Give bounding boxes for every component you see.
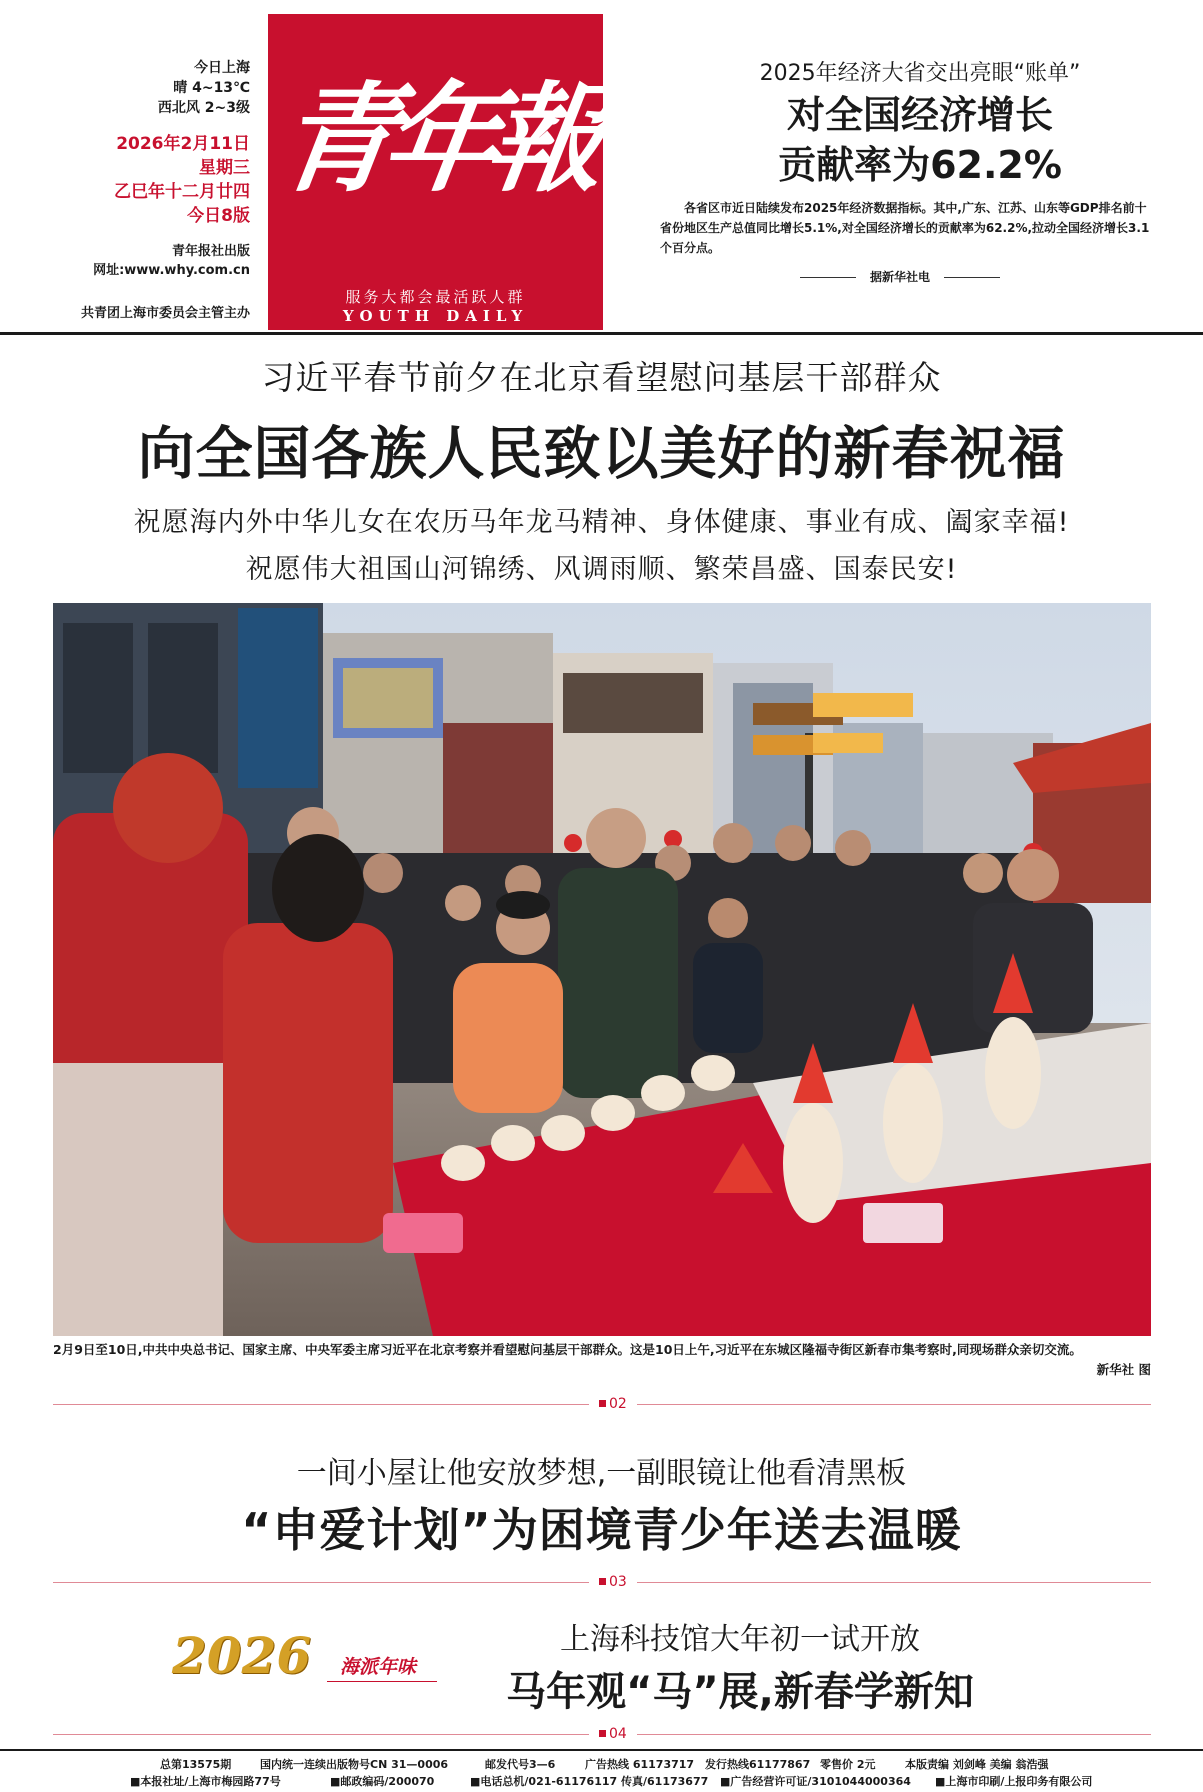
footer-postal-code: 邮发代号3—6 [485,1758,556,1771]
page-ref-lead[interactable] [589,1396,637,1412]
edition-pages: 今日8版 [187,206,250,226]
footer-postcode: ■邮政编码/200070 [330,1775,435,1788]
top-news-source: 据新华社电 [780,268,1020,285]
issue-weekday: 星期三 [199,158,250,178]
masthead-info [60,58,250,280]
divider-story3 [53,1726,1151,1742]
photo-credit: 新华社 图 [1096,1362,1151,1377]
logo-calligraphy: 青年報 [269,69,602,208]
logo-slogan: 服务大都会最活跃人群 [345,288,526,306]
lead-subhead: 习近平春节前夕在北京看望慰问基层干部群众 [261,358,942,397]
divider-lead [53,1396,1151,1412]
top-news-headline-line1: 对全国经济增长 [786,93,1053,137]
masthead-logo [268,14,603,330]
lunar-date: 乙巳年十二月廿四 [114,182,250,202]
footer-price: 零售价 2元 [820,1758,876,1771]
top-news-body: 各省区市近日陆续发布2025年经济数据指标。其中,广东、江苏、山东等GDP排名前十省份地区生产总值同比增长5.1%,对全国经济增长的贡献率为62.2%,拉动全国经济增长3.1个百分点。 [660,201,1150,255]
sponsor: 共青团上海市委员会主管主办 [80,306,250,321]
page-ref-story3[interactable] [589,1726,637,1742]
badge-year: 2026 [172,1626,312,1685]
footer-cn: 国内统一连续出版物号CN 31—0006 [260,1758,449,1771]
story3-headline: 马年观“马”展,新春学新知 [506,1669,974,1715]
issue-date: 2026年2月11日 [116,134,250,154]
page-ref-story2-label: 03 [609,1574,627,1590]
footer-printer: ■上海市印刷/上报印务有限公司 [935,1775,1093,1788]
publisher: 青年报社出版 [171,244,250,259]
page-ref-story2[interactable] [589,1574,637,1590]
photo-caption: 2月9日至10日,中共中央总书记、国家主席、中央军委主席习近平在北京考察并看望慰问基层干部群众。这是10日上午,习近平在东城区隆福寺街区新春市集考察时,同现场群众亲切交流。 [53,1342,1082,1357]
festival-badge [172,1626,452,1696]
lead-deck-1: 祝愿海内外中华儿女在农历马年龙马精神、身体健康、事业有成、阖家幸福! [133,507,1070,538]
logo-english: YOUTH DAILY [342,307,529,325]
footer-ad-hotline: 广告热线 61173717 [585,1758,695,1771]
top-news-headline-line2: 贡献率为62.2% [778,143,1062,187]
weather-city: 今日上海 [194,60,250,76]
lead-photo [53,603,1151,1336]
lead-headline: 向全国各族人民致以美好的新春祝福 [137,421,1066,487]
weather: 晴 4~13℃ [173,80,250,96]
page-ref-story3-label: 04 [609,1726,627,1742]
badge-underline [327,1681,437,1682]
footer-rule [0,1749,1203,1751]
footer-editors: 本版责编 刘剑峰 美编 翁浩强 [905,1758,1049,1771]
website: 网址:www.why.com.cn [93,263,250,278]
divider-story2 [53,1574,1151,1590]
lead-photo-illustration [53,603,1151,1336]
story3-subhead: 上海科技馆大年初一试开放 [560,1622,920,1657]
footer-phone: ■电话总机/021-61176117 传真/61173677 [470,1775,709,1788]
top-news-headline [700,90,1140,190]
footer-address: ■本报社址/上海市梅园路77号 [130,1775,281,1788]
footer-ad-license: ■广告经营许可证/3101044000364 [720,1775,911,1788]
lead-deck-2: 祝愿伟大祖国山河锦绣、风调雨顺、繁荣昌盛、国泰民安! [245,554,958,585]
footer-distribution-hotline: 发行热线61177867 [705,1758,811,1771]
footer-issue-no: 总第13575期 [160,1758,232,1771]
masthead-rule [0,332,1203,335]
top-news-subhead: 2025年经济大省交出亮眼“账单” [759,61,1081,86]
page-ref-lead-label: 02 [609,1396,627,1412]
story2-subhead: 一间小屋让他安放梦想,一副眼镜让他看清黑板 [296,1456,907,1491]
wind: 西北风 2~3级 [157,100,250,116]
badge-text: 海派年味 [340,1656,417,1678]
story2-headline: “申爱计划”为困境青少年送去温暖 [241,1503,962,1557]
